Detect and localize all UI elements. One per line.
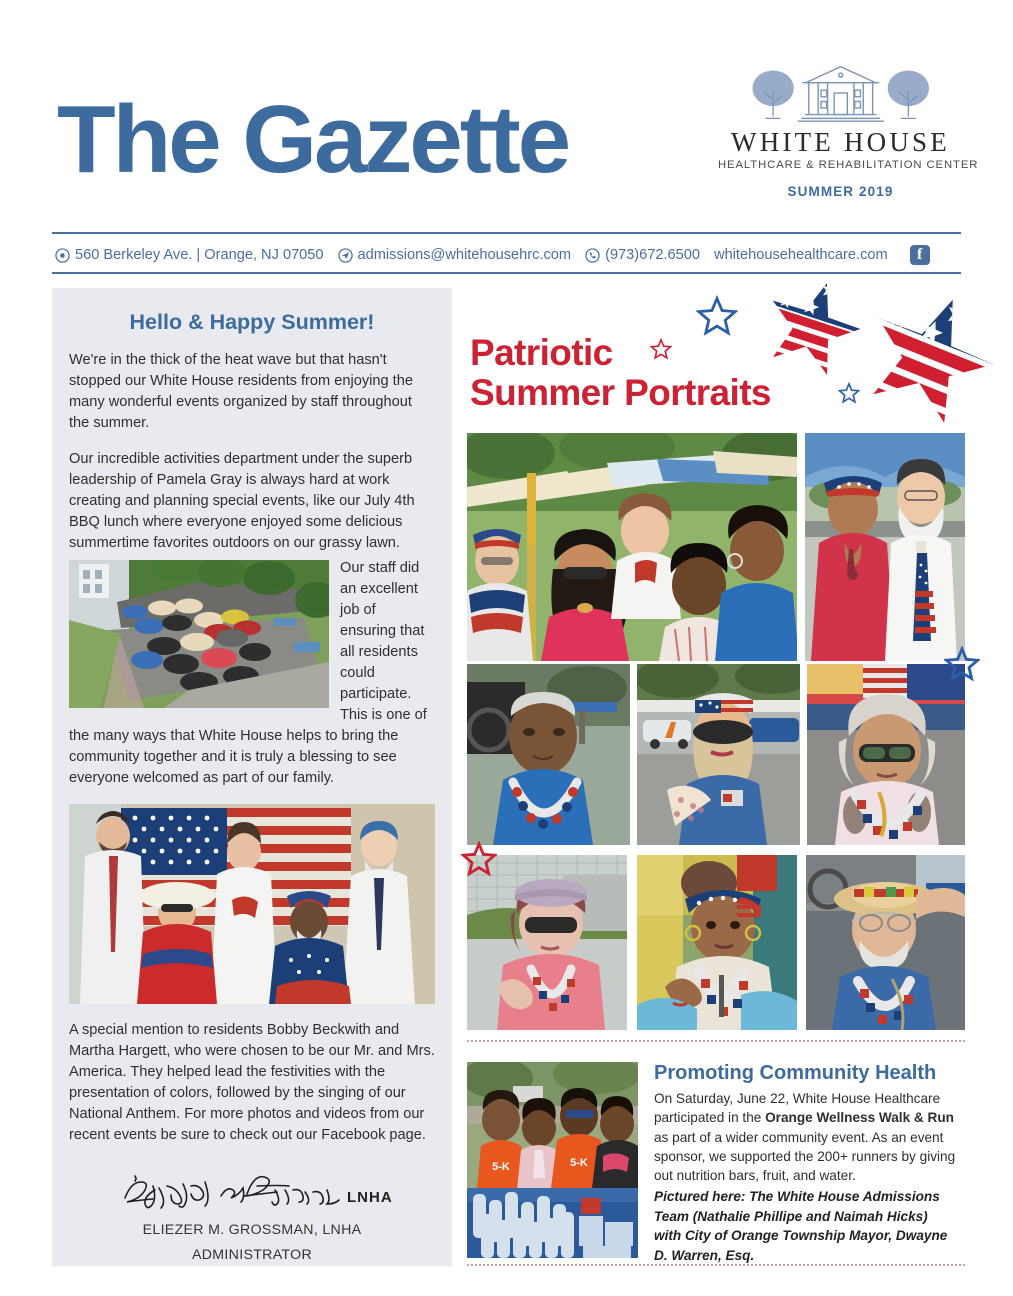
signer-title: ADMINISTRATOR: [191, 1247, 313, 1264]
flag-star-left-icon: [764, 277, 862, 375]
contact-phone[interactable]: (973)672.6500: [605, 247, 701, 263]
signature-block: [69, 1168, 435, 1267]
logo-subtitle: HEALTHCARE & REHABILITATION CENTER: [718, 159, 979, 172]
portrait-man-strawhat: [806, 855, 965, 1030]
ch-body-part1: On Saturday, June 22, White House Healthcare participated in the: [654, 1091, 941, 1126]
logo-block: [718, 62, 979, 200]
contact-email[interactable]: admissions@whitehousehrc.com: [357, 247, 572, 263]
aerial-lawn-photo: [69, 560, 329, 708]
portrait-woman-pink: [467, 855, 627, 1030]
portrait-group-bbq: [467, 433, 797, 661]
portrait-woman-flaghat: [637, 855, 797, 1030]
patriotic-heading-line1: Patriotic: [470, 332, 613, 373]
contact-address: 560 Berkeley Ave. | Orange, NJ 07050: [75, 247, 324, 263]
section-divider-top: [467, 1040, 965, 1042]
small-blue-outline-star-icon: [838, 382, 860, 404]
red-outline-star-grid-icon: [461, 841, 497, 877]
header-rule-bottom: [52, 272, 961, 274]
flag-backdrop-group-photo: [69, 804, 435, 1004]
facebook-icon[interactable]: f: [910, 245, 930, 265]
white-house-building-icon: [728, 62, 953, 124]
community-health-caption: Pictured here: The White House Admissions Team (Nathalie Phillipe and Naimah Hicks) with City of Orange Township Mayor, Dwayne D. Warren, Esq.: [654, 1189, 948, 1263]
ch-body-event-name: Orange Wellness Walk & Run: [765, 1110, 954, 1126]
page-title: The Gazette: [57, 86, 569, 193]
header-rule-top: [52, 232, 961, 234]
logo-name: WHITE HOUSE: [731, 127, 950, 157]
contact-website[interactable]: whitehousehealthcare.com: [714, 247, 888, 263]
location-pin-icon: [55, 248, 70, 263]
portrait-couple-flagtie: [805, 433, 965, 661]
svg-text:5-K: 5-K: [492, 1161, 510, 1173]
portrait-man-blue-lei: [467, 664, 630, 845]
email-send-icon: [338, 248, 353, 263]
issue-season: SUMMER 2019: [787, 184, 894, 200]
letter-paragraph-2-wrap: Our staff did an excellent job of ensuring that all residents could participate. This is one of the many ways that White House helps to bring the community together and it is truly a blessing to see everyone welcomed as part of our family.: [69, 560, 427, 786]
signer-name: ELIEZER M. GROSSMAN, LNHA: [142, 1222, 362, 1238]
left-column-heading: Hello & Happy Summer!: [129, 310, 375, 334]
handwritten-signature: [107, 1168, 397, 1216]
community-health-body: [654, 1089, 960, 1185]
portrait-woman-fan: [637, 664, 800, 845]
letter-closing: [69, 1020, 435, 1146]
editor-letter-body: [69, 350, 435, 789]
letter-paragraph-1: We're in the thick of the heat wave but that hasn't stopped our White House residents from enjoying the many wonderful events organized by staff throughout the summer.: [69, 352, 413, 431]
svg-text:5-K: 5-K: [570, 1157, 588, 1169]
contact-bar: [55, 240, 965, 270]
blue-outline-star-grid-icon: [944, 646, 980, 682]
letter-paragraph-2: Our incredible activities department under the superb leadership of Pamela Gray is always hard at work creating and planning special events, like our July 4th BBQ lunch where everyone enjoyed some delicious summertime favorites outdoors on our grassy lawn.: [69, 451, 415, 551]
flag-star-right-icon: [864, 290, 996, 422]
letter-paragraph-3: A special mention to residents Bobby Beckwith and Martha Hargett, who were chosen to be our Mr. and Mrs. America. They helped lead the festivities with the presentation of colors, followed by the singing of our National Anthem. For more photos and videos from our recent events be sure to check out our Facebook page.: [69, 1022, 435, 1143]
svg-text:LNHA: LNHA: [347, 1189, 393, 1206]
editor-letter-panel: [52, 288, 452, 1266]
phone-icon: [585, 248, 600, 263]
patriotic-portraits-heading: [470, 333, 771, 413]
masthead: [0, 0, 1013, 232]
community-health-heading: Promoting Community Health: [654, 1062, 937, 1084]
ch-body-part2: as part of a wider community event. As an event sponsor, we supported the 200+ runners by giving out nutrition bars, fruit, and water.: [654, 1129, 956, 1184]
blue-outline-star-icon: [696, 295, 738, 337]
community-health-photo: [467, 1062, 638, 1258]
portrait-woman-sunglasses: [807, 664, 965, 845]
patriotic-heading-line2: Summer Portraits: [470, 371, 771, 413]
